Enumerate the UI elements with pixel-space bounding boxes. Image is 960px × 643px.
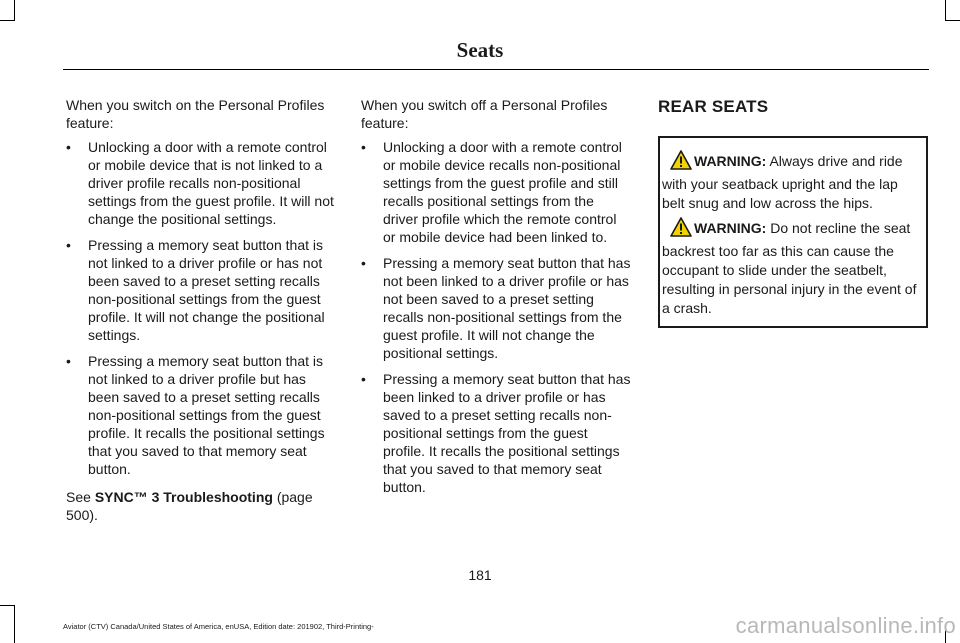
page-number: 181 [468, 567, 492, 583]
list-item [66, 138, 338, 228]
list-item-text: Pressing a memory seat button that is not linked to a driver profile or has not been saved to a preset setting recalls non-positional settings from the guest profile. It will not change the positional settings. [88, 237, 325, 343]
warning-item [662, 150, 922, 213]
warning-label: WARNING: [694, 153, 767, 169]
list-item-text: Pressing a memory seat button that has been linked to a driver profile or has saved to a preset setting recalls non-positional settings from the guest profile. It recalls the positional settings that you saved to that memory seat button. [383, 371, 631, 495]
column-rear-seats [658, 96, 928, 328]
list-item [361, 138, 631, 246]
warning-box [658, 136, 928, 328]
warning-triangle-icon [670, 217, 692, 242]
warning-text: Always drive and ride with your seatback upright and the lap belt snug and low across the hips. [662, 153, 903, 211]
sync-troubleshooting-link[interactable]: SYNC™ 3 Troubleshooting [94, 489, 273, 505]
footer-edition-info: Aviator (CTV) Canada/United States of America, enUSA, Edition date: 201902, Third-Printing- [63, 622, 374, 631]
column-personal-profiles-off [361, 96, 631, 504]
list-item-text: Unlocking a door with a remote control or mobile device recalls non-positional settings from the guest profile and still recalls positional settings from the driver profile which the remote control or mobile device had been linked to. [383, 139, 622, 245]
list-item-text: Pressing a memory seat button that has not been linked to a driver profile or has not been saved to a preset setting recalls non-positional settings from the guest profile. It will not change the positional settings. [383, 255, 631, 361]
bullet-icon: • [361, 371, 366, 387]
page-header-title: Seats [456, 38, 504, 62]
column-personal-profiles-on [66, 96, 338, 528]
crop-mark-bottom-left-v [14, 605, 15, 643]
list-item [66, 236, 338, 344]
list-item [361, 254, 631, 362]
list-item [66, 352, 338, 478]
crop-mark-top-right-h [945, 20, 960, 21]
bullet-icon: • [66, 139, 71, 155]
col1-intro: When you switch on the Personal Profiles feature: [66, 97, 325, 131]
bullet-icon: • [361, 139, 366, 155]
warning-label: WARNING: [694, 220, 767, 236]
bullet-icon: • [361, 255, 366, 271]
warning-text: Do not recline the seat backrest too far as this can cause the occupant to slide under the seatbelt, resulting in personal injury in the event of a crash. [662, 220, 917, 316]
bullet-icon: • [66, 237, 71, 253]
col1-bullet-list [66, 138, 338, 478]
bullet-icon: • [66, 353, 71, 369]
list-item-text: Unlocking a door with a remote control or mobile device that is not linked to a driver profile recalls non-positional settings from the guest profile. It will not change the positional settings. [88, 139, 334, 227]
list-item-text: Pressing a memory seat button that is not linked to a driver profile but has been saved to a preset setting recalls non-positional settings from the guest profile. It recalls the positional settings that you saved to that memory seat button. [88, 353, 325, 477]
col2-bullet-list [361, 138, 631, 496]
col2-intro: When you switch off a Personal Profiles feature: [361, 97, 608, 131]
see-suffix: (page 500). [66, 489, 313, 523]
warning-triangle-icon [670, 150, 692, 175]
see-reference [66, 488, 338, 524]
warning-item [662, 217, 922, 318]
crop-mark-top-left-v [14, 0, 15, 20]
section-heading-rear-seats: REAR SEATS [658, 97, 769, 116]
crop-mark-bottom-left-h [0, 605, 15, 606]
see-prefix: See [66, 489, 95, 505]
header-rule [63, 69, 929, 70]
crop-mark-top-right-v [945, 0, 946, 20]
list-item [361, 370, 631, 496]
watermark: carmanualsonline.info [735, 613, 956, 638]
crop-mark-top-left-h [0, 20, 15, 21]
